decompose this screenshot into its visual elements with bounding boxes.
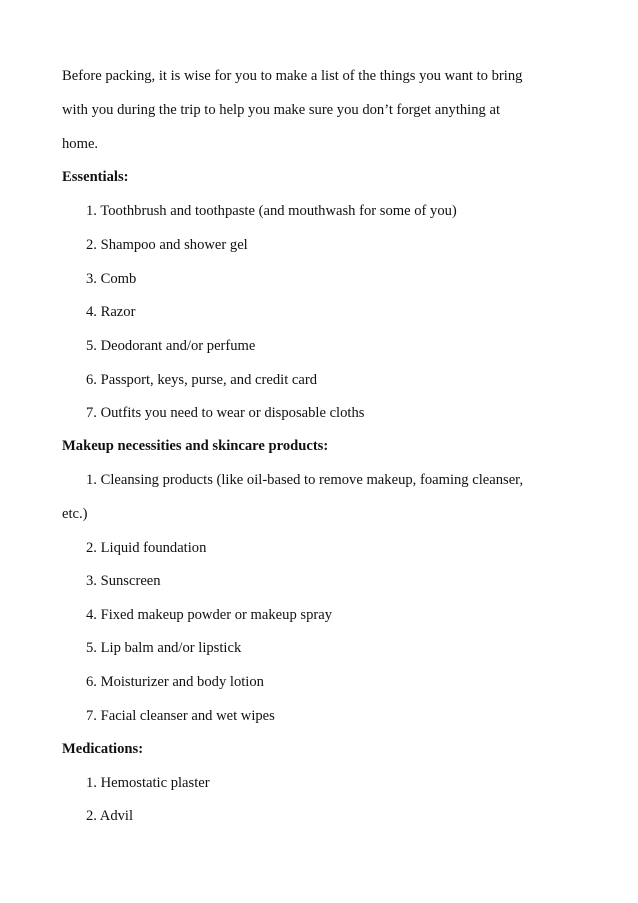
makeup-item-3: 3. Sunscreen: [86, 573, 161, 589]
makeup-item-4: 4. Fixed makeup powder or makeup spray: [86, 607, 333, 623]
medications-item-1: 1. Hemostatic plaster: [86, 775, 210, 791]
essentials-item-5: 5. Deodorant and/or perfume: [86, 338, 256, 354]
medications-item-2: 2. Advil: [86, 808, 134, 824]
makeup-item-1-line-2: etc.): [62, 506, 88, 522]
intro-line-3: home.: [62, 136, 99, 152]
essentials-item-7: 7. Outfits you need to wear or disposable cloths: [86, 405, 365, 421]
essentials-item-1: 1. Toothbrush and toothpaste (and mouthwash for some of you): [86, 203, 457, 219]
makeup-item-6: 6. Moisturizer and body lotion: [86, 674, 264, 690]
medications-heading: Medications:: [62, 741, 144, 757]
essentials-item-3: 3. Comb: [86, 271, 137, 287]
makeup-item-1-line-1: 1. Cleansing products (like oil-based to remove makeup, foaming cleanser,: [86, 472, 524, 488]
makeup-heading: Makeup necessities and skincare products:: [62, 438, 329, 454]
makeup-item-7: 7. Facial cleanser and wet wipes: [86, 708, 275, 724]
makeup-item-2: 2. Liquid foundation: [86, 540, 207, 556]
makeup-item-5: 5. Lip balm and/or lipstick: [86, 640, 242, 656]
essentials-item-2: 2. Shampoo and shower gel: [86, 237, 248, 253]
essentials-heading: Essentials:: [62, 169, 129, 185]
essentials-item-6: 6. Passport, keys, purse, and credit card: [86, 372, 318, 388]
essentials-item-4: 4. Razor: [86, 304, 136, 320]
intro-line-2: with you during the trip to help you make sure you don’t forget anything at: [62, 102, 501, 118]
intro-line-1: Before packing, it is wise for you to make a list of the things you want to bring: [62, 68, 523, 84]
